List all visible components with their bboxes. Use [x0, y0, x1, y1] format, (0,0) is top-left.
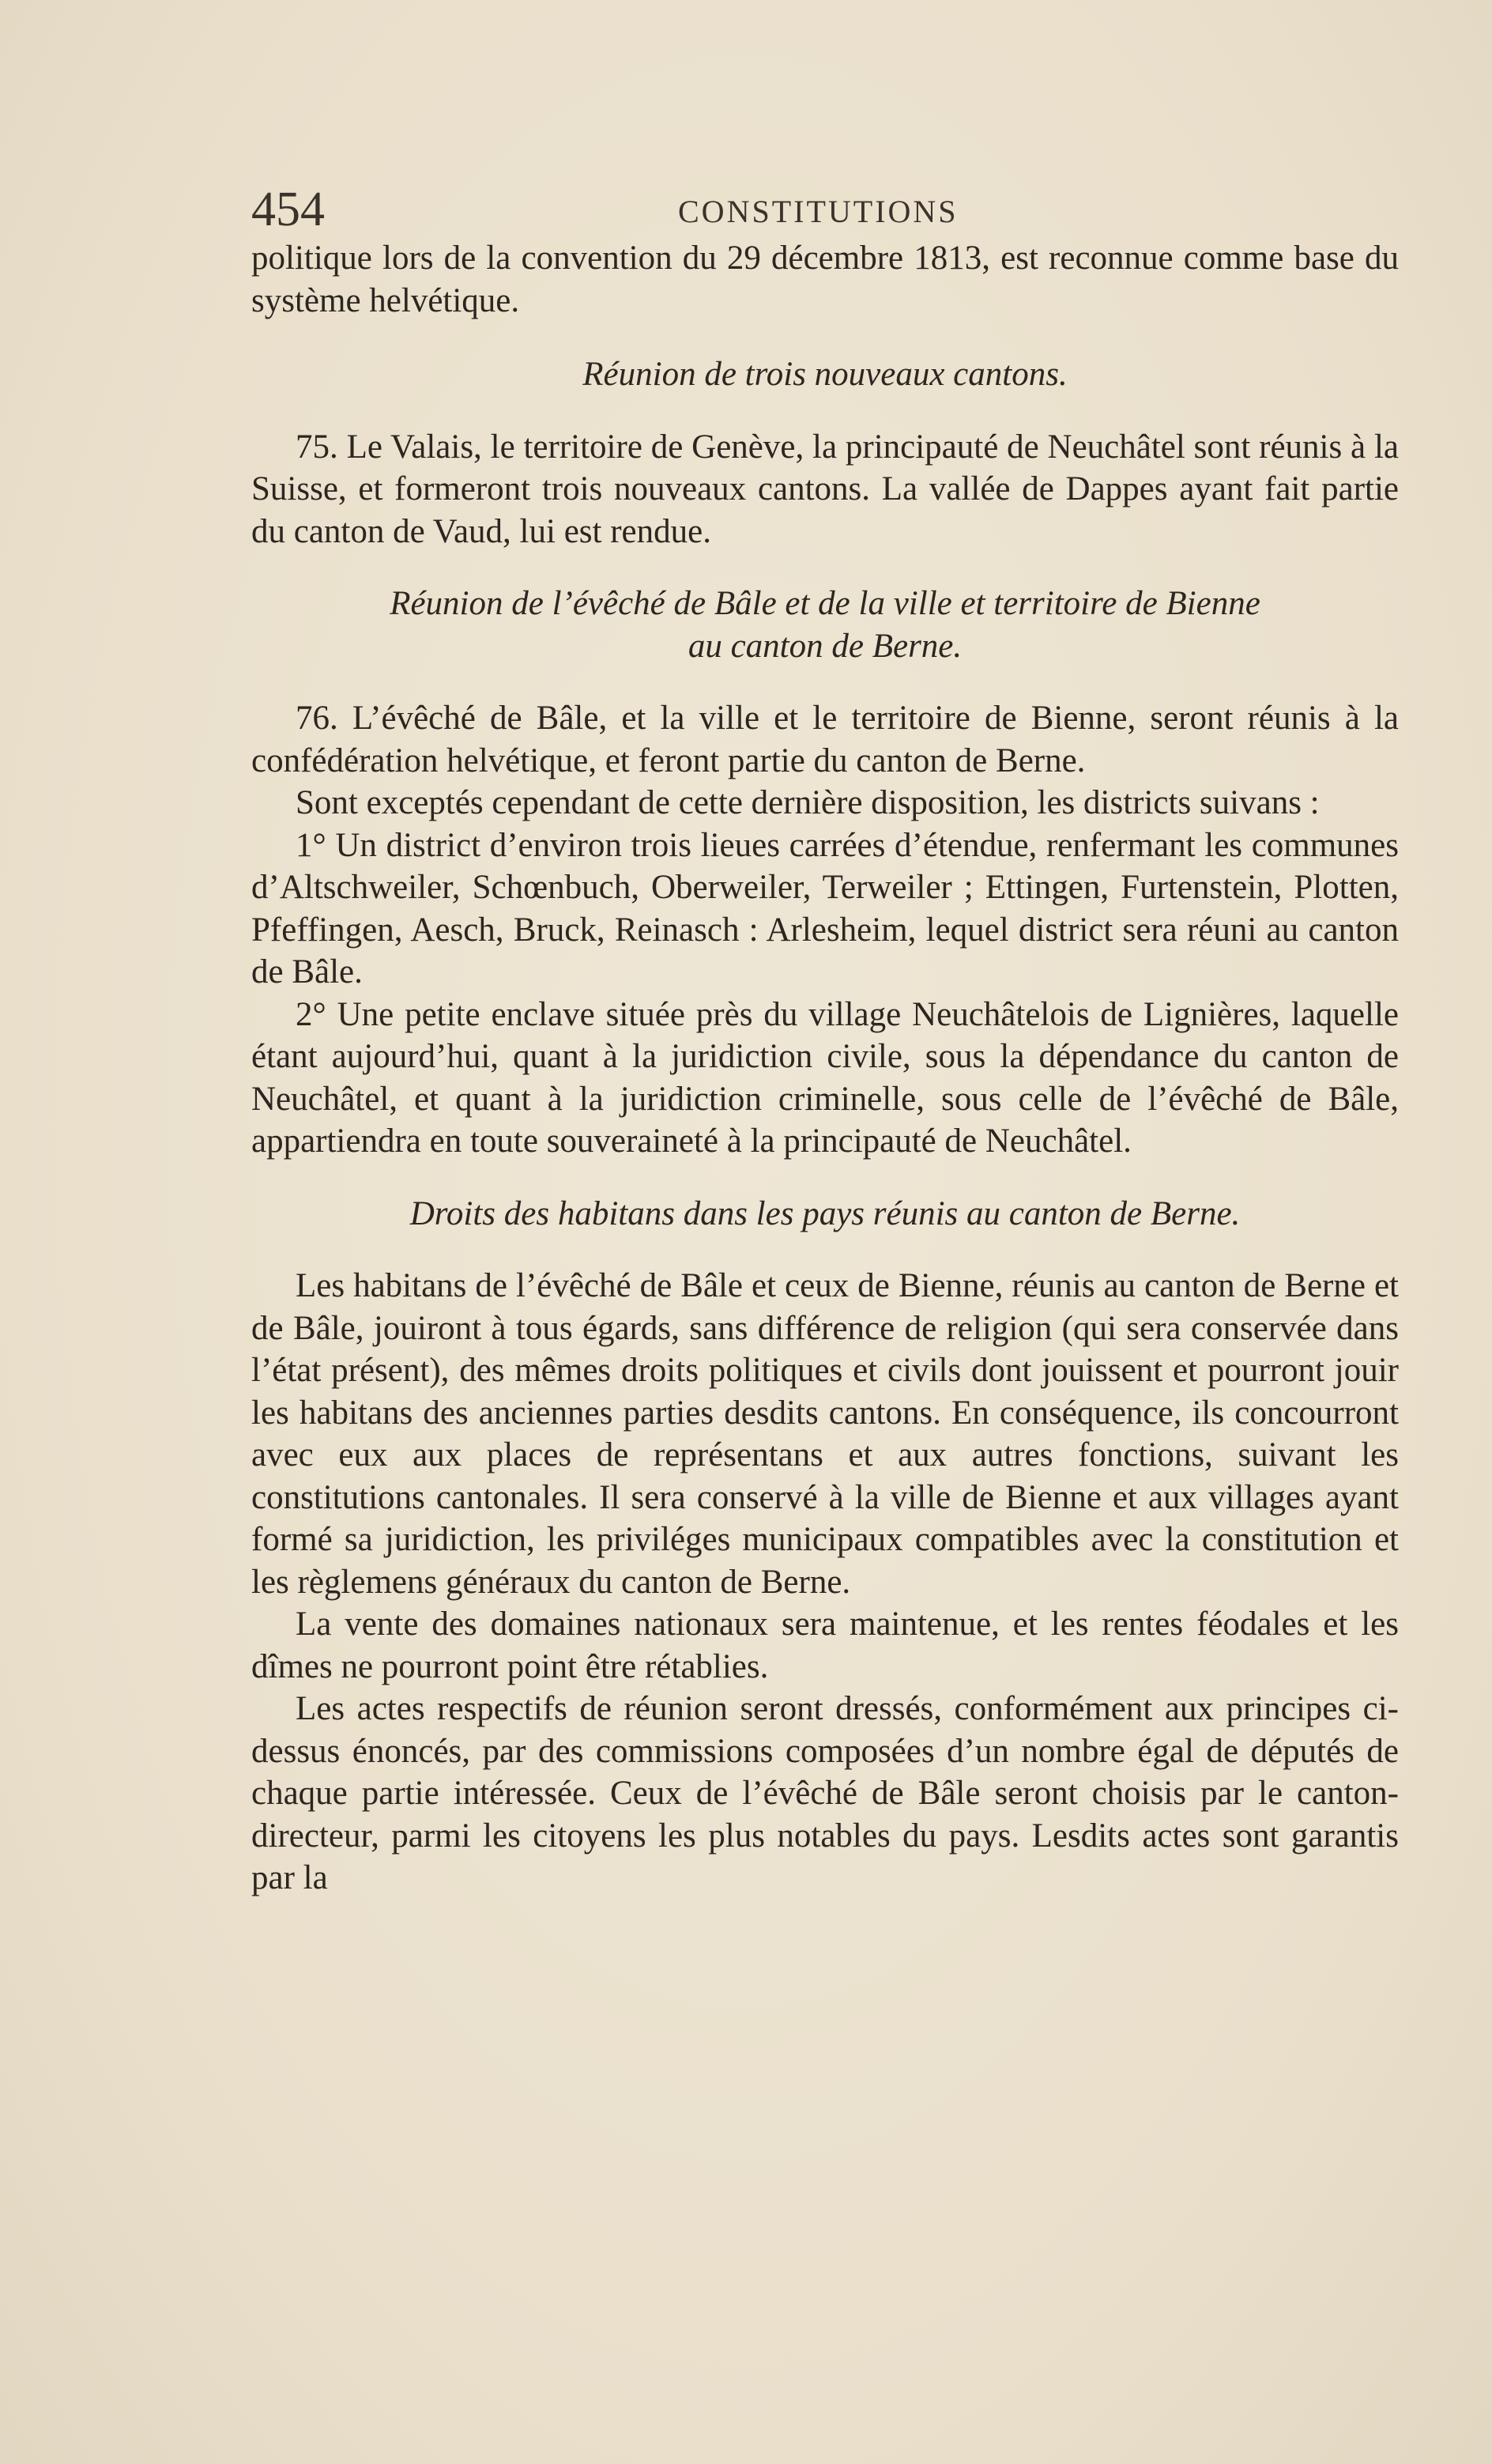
- page-header: [251, 182, 1399, 237]
- heading-bale-bienne-line-1: Réunion de l’évêché de Bâle et de la ville et territoire de Bienne: [390, 585, 1260, 622]
- article-76: 76. L’évêché de Bâle, et la ville et le territoire de Bienne, seront réunis à la confédération helvétique, et feront partie du canton de Berne.: [251, 700, 1399, 779]
- rights-paragraph: Les habitans de l’évêché de Bâle et ceux de Bienne, réunis au canton de Berne et de Bâle, jouiront à tous égards, sans différence de religion (qui sera conservée dans l’état présent), des mêmes droits politiques et civils dont jouissent et pourront jouir les habitans des anciennes parties desdits cantons. En conséquence, ils concourront avec eux aux places de représentans et aux autres fonctions, suivant les constitutions cantonales. Il sera conservé à la ville de Bienne et aux villages ayant formé sa juridiction, les priviléges municipaux compatibles avec la constitution et les règlemens généraux du canton de Berne.: [251, 1267, 1399, 1601]
- heading-bale-bienne-line-2: au canton de Berne.: [688, 627, 963, 665]
- page-number: 454: [251, 183, 325, 236]
- exception-item-1: 1° Un district d’environ trois lieues carrées d’étendue, renfermant les communes d’Altschweiler, Schœnbuch, Oberweiler, Terweiler ; Ettingen, Furtenstein, Plotten, Pfeffingen, Aesch, Bruck, Reinasch : Arlesheim, lequel district sera réuni au canton de Bâle.: [251, 826, 1399, 991]
- intro-paragraph: politique lors de la convention du 29 décembre 1813, est reconnue comme base du système helvétique.: [251, 240, 1399, 319]
- article-75: 75. Le Valais, le territoire de Genève, la principauté de Neuchâtel sont réunis à la Suisse, et formeront trois nouveaux cantons. La vallée de Dappes ayant fait partie du canton de Vaud, lui est rendue.: [251, 428, 1399, 550]
- page-body: [251, 237, 1399, 1900]
- sale-paragraph: La vente des domaines nationaux sera maintenue, et les rentes féodales et les dîmes ne pourront point être rétablies.: [251, 1606, 1399, 1685]
- running-head: CONSTITUTIONS: [678, 194, 959, 229]
- exceptions-paragraph: Sont exceptés cependant de cette dernière disposition, les districts suivans :: [296, 784, 1320, 821]
- acts-paragraph: Les actes respectifs de réunion seront dressés, conformément aux principes ci-dessus énoncés, par des commissions composées d’un nombre égal de députés de chaque partie intéressée. Ceux de l’évêché de Bâle seront choisis par le canton-directeur, parmi les citoyens les plus notables du pays. Lesdits actes sont garantis par la: [251, 1690, 1399, 1896]
- heading-rights: Droits des habitans dans les pays réunis au canton de Berne.: [409, 1194, 1241, 1232]
- exception-item-2: 2° Une petite enclave située près du village Neuchâtelois de Lignières, laquelle étant aujourd’hui, quant à la juridiction civile, sous la dépendance du canton de Neuchâtel, et quant à la juridiction criminelle, sous celle de l’évêché de Bâle, appartiendra en toute souveraineté à la principauté de Neuchâtel.: [251, 995, 1399, 1160]
- heading-bale-bienne: [251, 583, 1399, 667]
- heading-new-cantons: Réunion de trois nouveaux cantons.: [582, 356, 1068, 393]
